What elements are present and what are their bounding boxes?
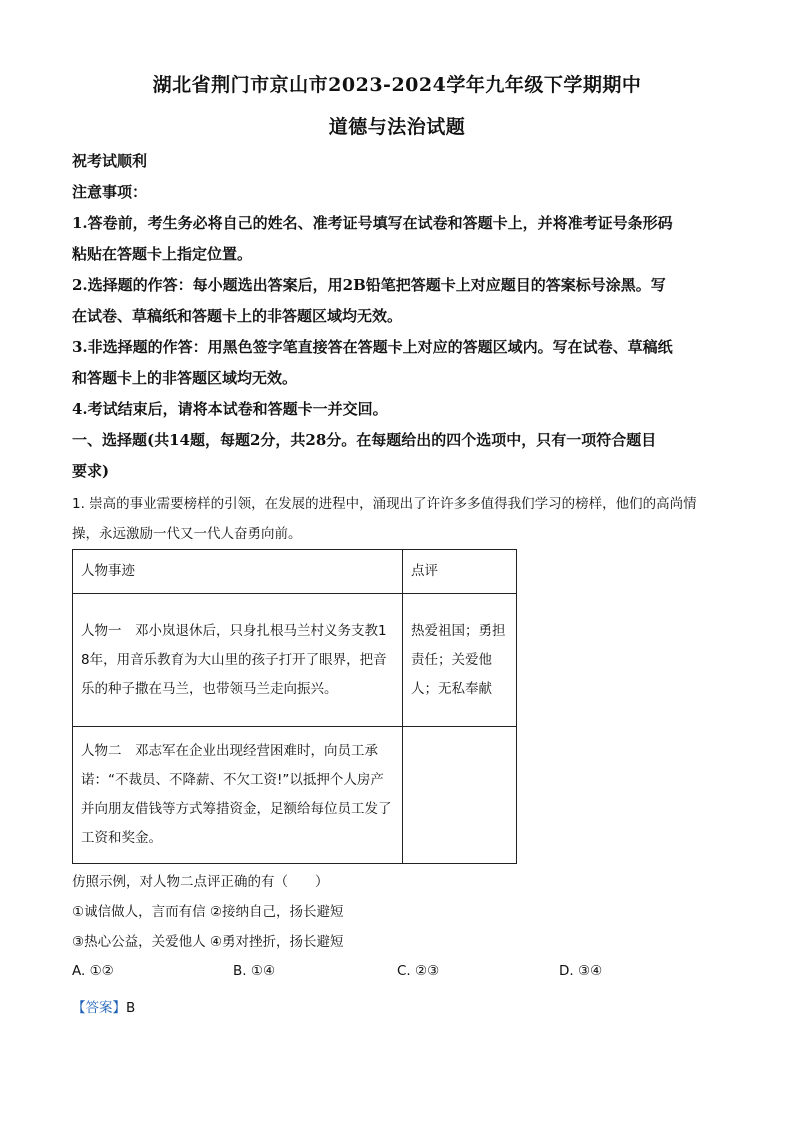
notice-item-2-line-2: 在试卷、草稿纸和答题卡上的非答题区域均无效。 — [72, 307, 403, 325]
notice-item-4: 4.考试结束后，请将本试卷和答题卡一并交回。 — [72, 400, 388, 418]
notice-heading: 注意事项： — [72, 183, 148, 201]
question-stem-line-2: 操，永远激励一代又一代人奋勇向前。 — [72, 526, 302, 542]
table-header-comment: 点评 — [403, 550, 517, 594]
question-stem-line-1: 1. 崇高的事业需要榜样的引领，在发展的进程中，涌现出了许许多多值得我们学习的榜样，他们的高尚情 — [72, 496, 697, 512]
notice-item-1-line-2: 粘贴在答题卡上指定位置。 — [72, 245, 253, 263]
answer-line — [72, 996, 135, 1016]
question-prompt: 仿照示例，对人物二点评正确的有（ ） — [72, 874, 329, 890]
table-header-story: 人物事迹 — [73, 550, 403, 594]
notice-item-2-line-1: 2.选择题的作答：每小题选出答案后，用2B铅笔把答题卡上对应题目的答案标号涂黑。写 — [72, 276, 666, 294]
greeting: 祝考试顺利 — [72, 152, 148, 170]
exam-subtitle: 道德与法治试题 — [328, 116, 466, 138]
notice-item-3-line-1: 3.非选择题的作答：用黑色签字笔直接答在答题卡上对应的答题区域内。写在试卷、草稿纸 — [72, 338, 673, 356]
section-heading-line-1: 一、选择题(共14题，每题2分，共28分。在每题给出的四个选项中，只有一项符合题目 — [72, 431, 657, 449]
option-a: A. ①② — [72, 963, 114, 979]
figure-table — [72, 549, 517, 864]
option-d: D. ③④ — [559, 963, 603, 979]
exam-title: 湖北省荆门市京山市2023-2024学年九年级下学期期中 — [152, 74, 642, 96]
answer-value: B — [126, 1000, 136, 1016]
row1-comment: 热爱祖国；勇担责任；关爱他人；无私奉献 — [411, 622, 506, 697]
table-row — [73, 727, 517, 864]
option-c: C. ②③ — [397, 963, 440, 979]
choices-line-1: ①诚信做人，言而有信 ②接纳自己，扬长避短 — [72, 904, 344, 920]
answer-tag: 【答案】 — [72, 1000, 126, 1016]
notice-item-3-line-2: 和答题卡上的非答题区域均无效。 — [72, 369, 298, 387]
row2-story: 人物二 邓志军在企业出现经营困难时，向员工承诺：“不裁员、不降薪、不欠工资!”以抵押个人房产并向朋友借钱等方式筹措资金，足额给每位员工发了工资和奖金。 — [81, 743, 392, 846]
notice-item-1-line-1: 1.答卷前，考生务必将自己的姓名、准考证号填写在试卷和答题卡上，并将准考证号条形码 — [72, 214, 673, 232]
choices-line-2: ③热心公益，关爱他人 ④勇对挫折，扬长避短 — [72, 934, 344, 950]
table-row — [73, 594, 517, 727]
section-heading-line-2: 要求) — [72, 462, 110, 480]
table-header-row — [73, 550, 517, 594]
option-b: B. ①④ — [233, 963, 276, 979]
row1-story: 人物一 邓小岚退休后，只身扎根马兰村义务支教18年，用音乐教育为大山里的孩子打开了眼界，把音乐的种子撒在马兰，也带领马兰走向振兴。 — [81, 622, 387, 697]
